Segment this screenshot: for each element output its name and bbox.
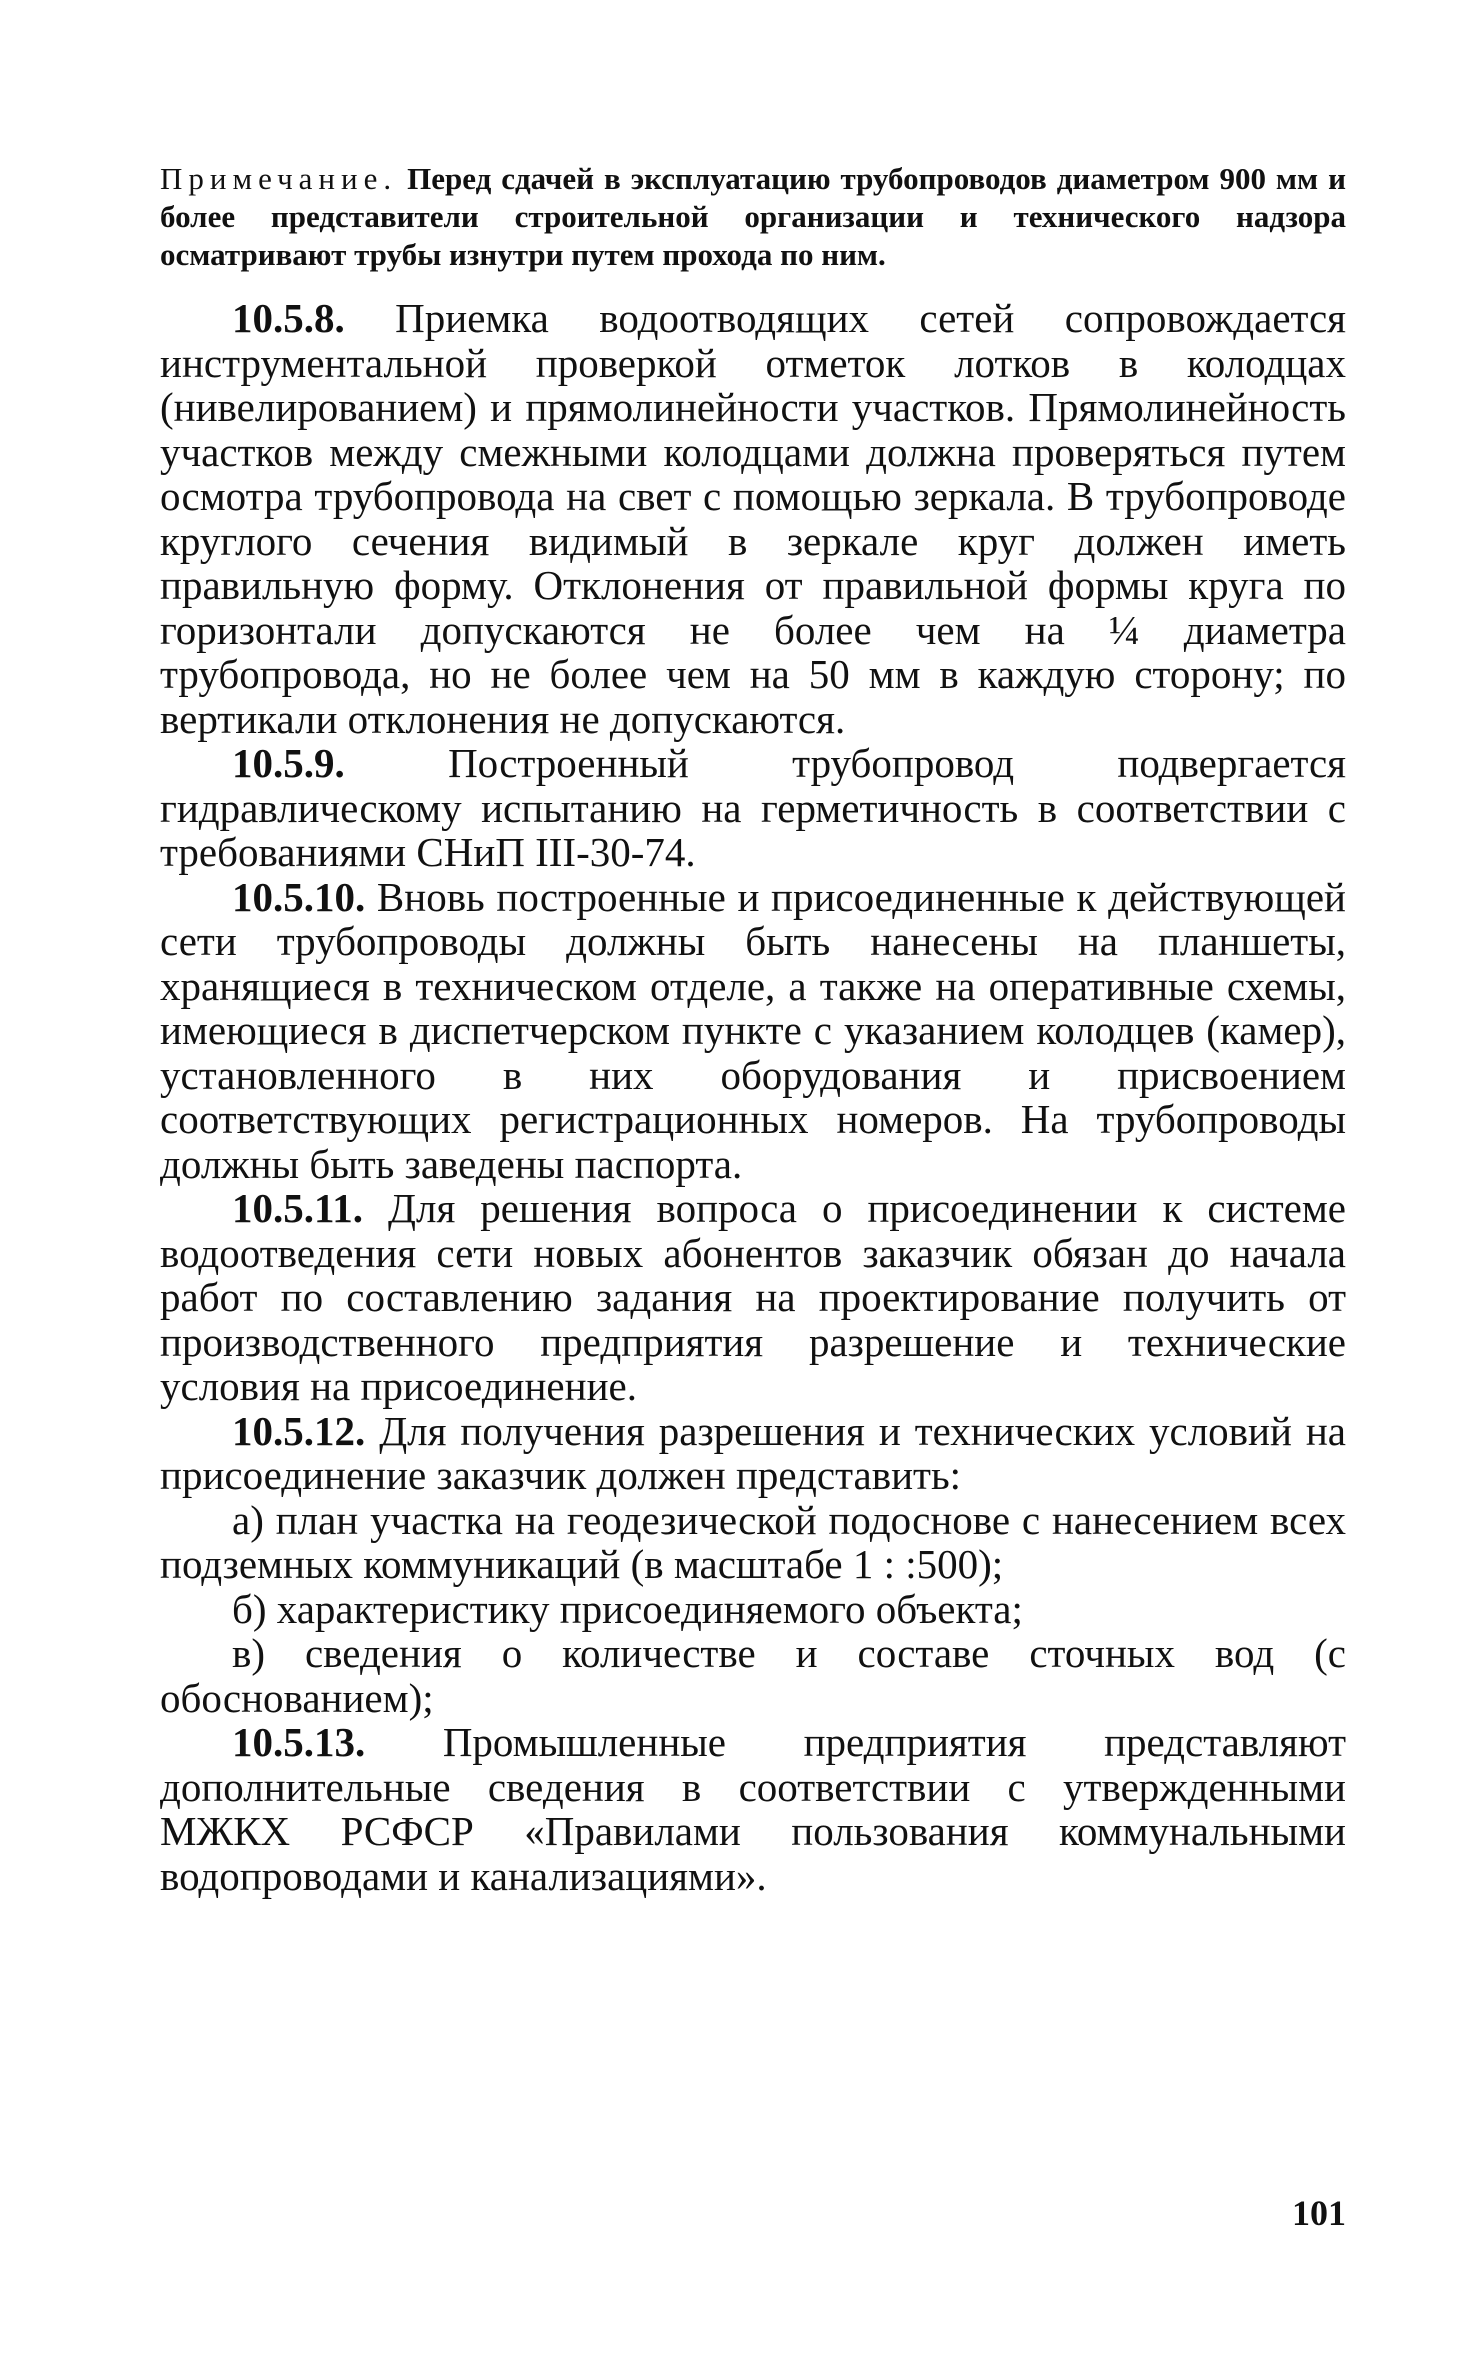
list-item-a: а) план участка на геодезической подоснове с нанесением всех подземных коммуникаций (в масштабе 1 : :500); [160, 1496, 1346, 1587]
section-text: Вновь построенные и присоединенные к действующей сети трубопроводы должны быть нанесены на планшеты, хранящиеся в техническом отделе, а также на оперативные схемы, имеющиеся в диспетчерском пункте с указанием колодцев (камер), установленного в них оборудования и присвоением соответствующих регистрационных номеров. На трубопроводы должны быть заведены паспорта. [160, 873, 1346, 1187]
section-10-5-8 [160, 296, 1346, 741]
document-page [160, 160, 1346, 2240]
list-item-v: в) сведения о количестве и составе сточных вод (с обоснованием); [160, 1630, 1346, 1721]
note-paragraph [160, 160, 1346, 274]
section-text: Промышленные предприятия представляют дополнительные сведения в соответствии с утвержденными МЖКХ РСФСР «Правилами пользования коммунальными водопроводами и канализациями». [160, 1719, 1346, 1899]
note-label: Примечание. [160, 161, 398, 196]
section-10-5-10 [160, 875, 1346, 1187]
section-text: Построенный трубопровод подвергается гидравлическому испытанию на герметичность в соответствии с требованиями СНиП III-30-74. [160, 740, 1347, 875]
section-text: Для решения вопроса о присоединении к системе водоотведения сети новых абонентов заказчик обязан до начала работ по составлению задания на проектирование получить от производственного предприятия разрешение и технические условия на присоединение. [160, 1185, 1347, 1409]
section-10-5-11 [160, 1186, 1346, 1409]
section-text: Для получения разрешения и технических условий на присоединение заказчик должен представить: [160, 1407, 1346, 1498]
section-number: 10.5.13. [232, 1719, 366, 1765]
section-number: 10.5.8. [232, 295, 345, 341]
list-item-b: б) характеристику присоединяемого объекта; [232, 1585, 1023, 1632]
note-text: Перед сдачей в эксплуатацию трубопроводов диаметром 900 мм и более представители строительной организации и технического надзора осматривают трубы изнутри путем прохода по ним. [160, 161, 1347, 272]
section-10-5-13 [160, 1720, 1346, 1898]
section-text: Приемка водоотводящих сетей сопровождается инструментальной проверкой отметок лотков в колодцах (нивелированием) и прямолинейности участков. Прямолинейность участков между смежными колодцами должна проверяться путем осмотра трубопровода на свет с помощью зеркала. В трубопроводе круглого сечения видимый в зеркале круг должен иметь правильную форму. Отклонения от правильной формы круга по горизонтали допускаются не более чем на ¼ диаметра трубопровода, но не более чем на 50 мм в каждую сторону; по вертикали отклонения не допускаются. [160, 295, 1346, 742]
section-10-5-12 [160, 1409, 1346, 1498]
page-number: 101 [1292, 2193, 1346, 2233]
section-number: 10.5.9. [232, 740, 345, 786]
section-10-5-9 [160, 741, 1346, 875]
section-number: 10.5.12. [232, 1407, 366, 1454]
section-number: 10.5.10. [232, 873, 366, 920]
section-number: 10.5.11. [232, 1185, 363, 1231]
